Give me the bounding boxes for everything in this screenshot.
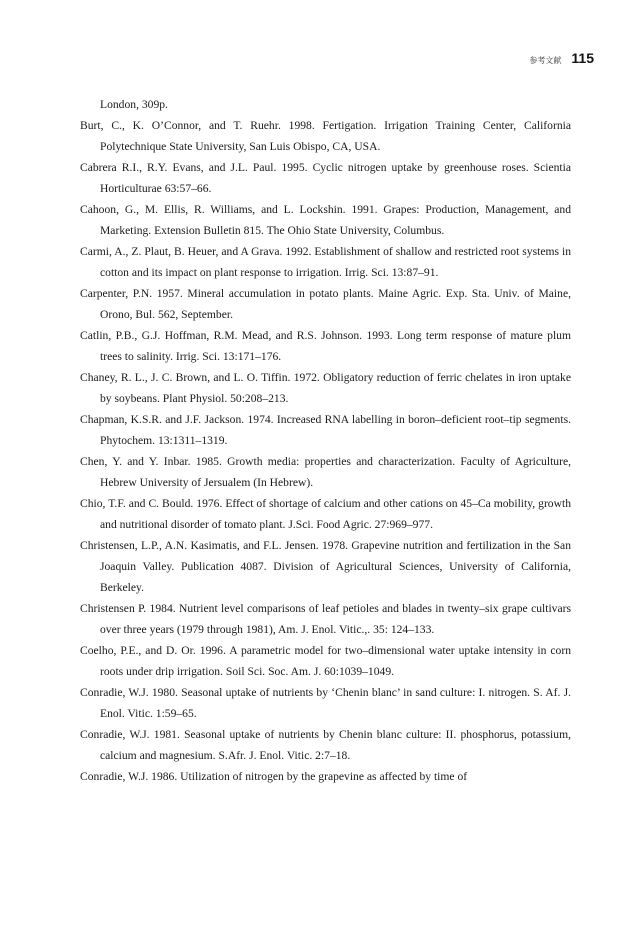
reference-item: Conradie, W.J. 1986. Utilization of nitrogen by the grapevine as affected by time of: [80, 770, 468, 783]
reference-item: Chen, Y. and Y. Inbar. 1985. Growth media: properties and characterization. Faculty of Agriculture, Hebrew University of Jersualem (In Hebrew).: [80, 455, 571, 489]
page-number: 115: [571, 50, 594, 66]
reference-item: Conradie, W.J. 1980. Seasonal uptake of nutrients by ‘Chenin blanc’ in sand culture: I. nitrogen. S. Af. J. Enol. Vitic. 1:59–65.: [80, 686, 571, 720]
reference-item: Coelho, P.E., and D. Or. 1996. A parametric model for two–dimensional water uptake intensity in corn roots under drip irrigation. Soil Sci. Soc. Am. J. 60:1039–1049.: [80, 644, 571, 678]
reference-item: Carpenter, P.N. 1957. Mineral accumulation in potato plants. Maine Agric. Exp. Sta. Univ. of Maine, Orono, Bul. 562, September.: [80, 287, 571, 321]
reference-item: Chaney, R. L., J. C. Brown, and L. O. Tiffin. 1972. Obligatory reduction of ferric chelates in iron uptake by soybeans. Plant Physiol. 50:208–213.: [80, 371, 571, 405]
reference-item: Conradie, W.J. 1981. Seasonal uptake of nutrients by Chenin blanc culture: II. phosphorus, potassium, calcium and magnesium. S.Afr. J. Enol. Vitic. 2:7–18.: [80, 728, 571, 762]
reference-item: Chio, T.F. and C. Bould. 1976. Effect of shortage of calcium and other cations on 45–Ca mobility, growth and nutritional disorder of tomato plant. J.Sci. Food Agric. 27:969–977.: [80, 497, 571, 531]
reference-continuation: London, 309p.: [100, 98, 168, 111]
reference-item: Burt, C., K. O’Connor, and T. Ruehr. 1998. Fertigation. Irrigation Training Center, California Polytechnique State University, San Luis Obispo, CA, USA.: [80, 119, 571, 153]
reference-item: Christensen P. 1984. Nutrient level comparisons of leaf petioles and blades in twenty–six grape cultivars over three years (1979 through 1981), Am. J. Enol. Vitic.,. 35: 124–133.: [80, 602, 571, 636]
reference-item: Christensen, L.P., A.N. Kasimatis, and F.L. Jensen. 1978. Grapevine nutrition and fertilization in the San Joaquin Valley. Publication 4087. Division of Agricultural Sciences, University of California, Berkeley.: [80, 539, 571, 594]
reference-item: Carmi, A., Z. Plaut, B. Heuer, and A Grava. 1992. Establishment of shallow and restricted root systems in cotton and its impact on plant response to irrigation. Irrig. Sci. 13:87–91.: [80, 245, 571, 279]
reference-list: [80, 94, 571, 787]
reference-item: Catlin, P.B., G.J. Hoffman, R.M. Mead, and R.S. Johnson. 1993. Long term response of mature plum trees to salinity. Irrig. Sci. 13:171–176.: [80, 329, 571, 363]
reference-item: Chapman, K.S.R. and J.F. Jackson. 1974. Increased RNA labelling in boron–deficient root–tip segments. Phytochem. 13:1311–1319.: [80, 413, 571, 447]
reference-item: Cahoon, G., M. Ellis, R. Williams, and L. Lockshin. 1991. Grapes: Production, Management, and Marketing. Extension Bulletin 815. The Ohio State University, Columbus.: [80, 203, 571, 237]
reference-item: Cabrera R.I., R.Y. Evans, and J.L. Paul. 1995. Cyclic nitrogen uptake by greenhouse roses. Scientia Horticulturae 63:57–66.: [80, 161, 571, 195]
page-header: [529, 50, 594, 66]
section-title: 参考文献: [529, 56, 562, 65]
